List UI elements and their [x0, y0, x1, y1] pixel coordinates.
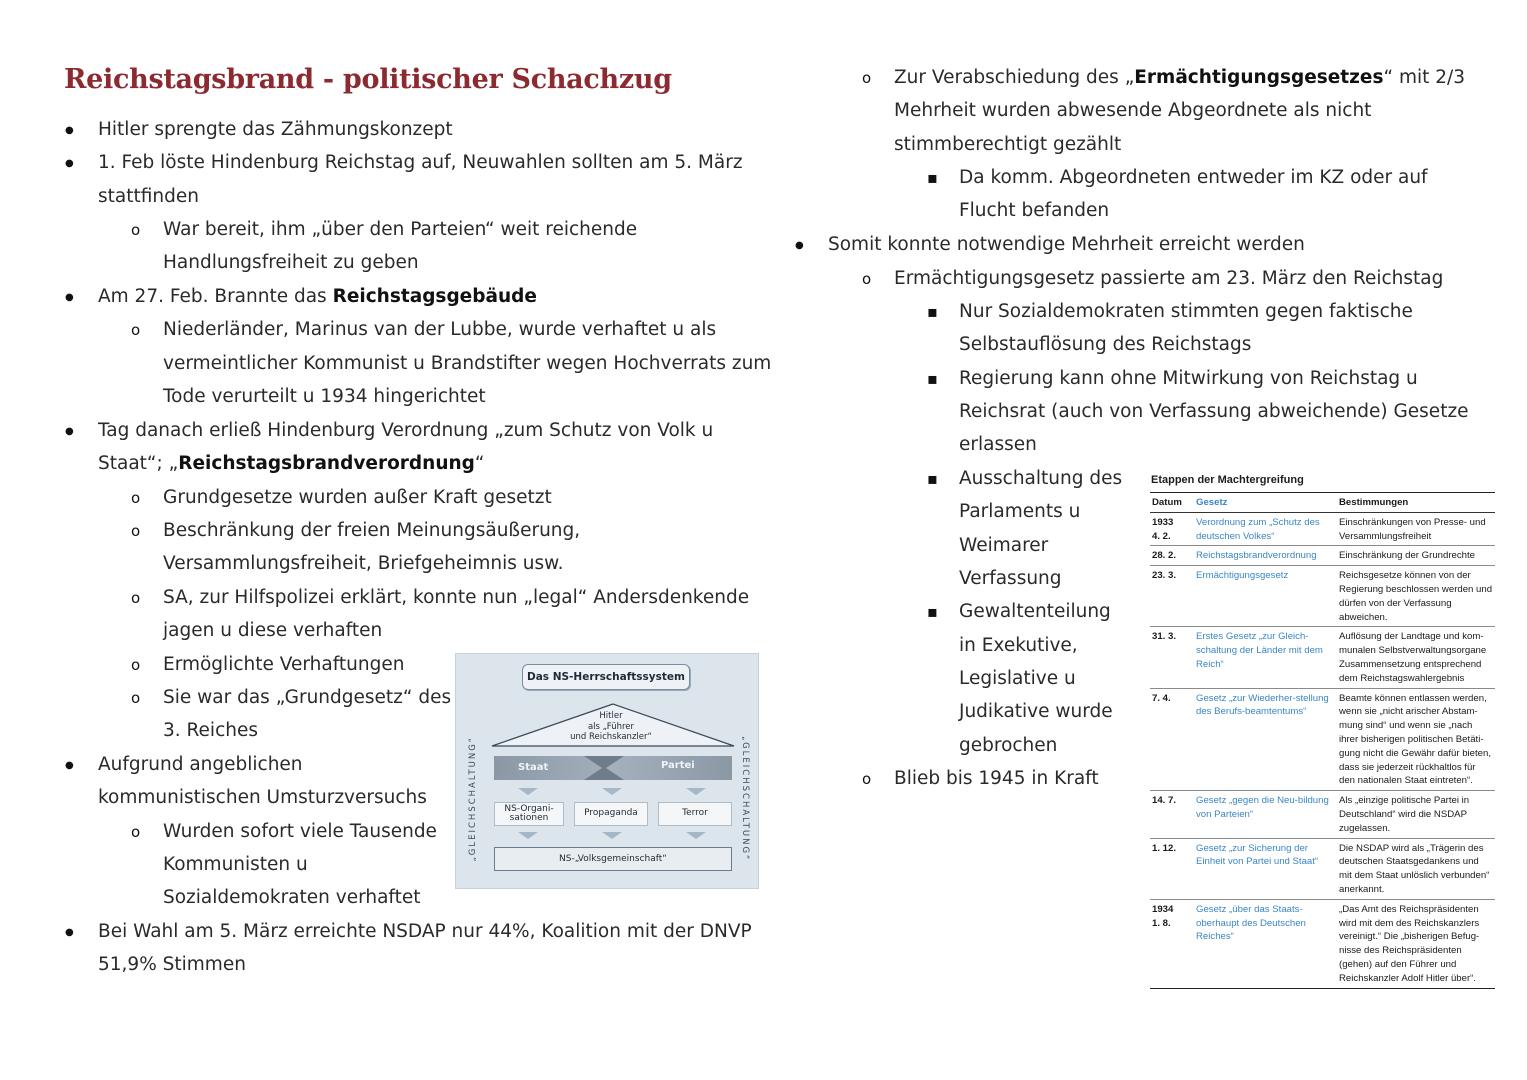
sub-list-item: Grundgesetze wurden außer Kraft gesetzt [163, 487, 552, 508]
bullet-icon [65, 419, 74, 446]
text: Zur Verabschiedung des „ [894, 67, 1135, 88]
sub-bullet-icon [862, 767, 871, 791]
sub-list-item: War bereit, ihm „über den Parteien“ weit reichende [163, 219, 638, 240]
sub-list-item-continuation: Mehrheit wurden abwesende Abgeordnete als nicht [894, 100, 1372, 121]
sub-sub-list-item-continuation: Judikative wurde [959, 701, 1113, 722]
arrow-down-icon [518, 832, 538, 839]
sub-bullet-icon [862, 66, 871, 90]
cell-datum: 14. 7. [1150, 791, 1194, 838]
cell-gesetz: Erstes Gesetz „zur Gleich-schaltung der Länder mit dem Reich“ [1194, 627, 1337, 688]
table-row [1150, 546, 1495, 566]
table-row [1150, 627, 1495, 688]
sub-list-item: Sie war das „Grundgesetz“ des [163, 687, 452, 708]
cell-gesetz: Gesetz „zur Wiederher-stellung des Berufs-beamtentums“ [1194, 688, 1337, 791]
arrow-down-icon [686, 832, 706, 839]
sub-sub-list-item: Regierung kann ohne Mitwirkung von Reichstag u [959, 368, 1418, 389]
cell-datum: 1933 4. 2. [1150, 512, 1194, 546]
bold-term: Reichstagsbrandverordnung [178, 453, 475, 474]
cell-gesetz: Gesetz „gegen die Neu-bildung von Parteien“ [1194, 791, 1337, 838]
gleichschaltung-label-left: „GLEICHSCHALTUNG“ [468, 736, 478, 862]
diagram-header: Das NS-Herrschaftssystem [522, 664, 690, 690]
volksgemeinschaft-box: NS-„Volksgemeinschaft“ [494, 847, 732, 871]
cell-gesetz: Ermächtigungsgesetz [1194, 566, 1337, 627]
sub-bullet-icon [131, 318, 140, 342]
sub-list-item: Ermöglichte Verhaftungen [163, 654, 405, 675]
cell-bestimmungen: Als „einzige politische Partei in Deutschland“ wird die NSDAP zugelassen. [1337, 791, 1495, 838]
sub-list-item-continuation: stimmberechtigt gezählt [894, 134, 1122, 155]
sub-sub-list-item-continuation: gebrochen [959, 735, 1058, 756]
table-row [1150, 791, 1495, 838]
cell-bestimmungen: Beamte können entlassen werden, wenn sie „nicht arischer Abstam-mung sind“ und wenn sie „nach ihrer bisherigen politischen Betäti-gung nicht die Gewähr dafür bieten, dass sie jederzeit rückhaltlos für den nationalen Staat eintreten“. [1337, 688, 1495, 791]
sub-bullet-icon [131, 519, 140, 543]
partei-label: Partei [661, 760, 695, 771]
sub-bullet-icon [131, 586, 140, 610]
sub-list-item-continuation: Tode verurteilt u 1934 hingerichtet [163, 386, 486, 407]
bullet-icon [65, 753, 74, 780]
list-item: Tag danach erließ Hindenburg Verordnung „zum Schutz von Volk u [98, 420, 714, 441]
cell-datum: 28. 2. [1150, 546, 1194, 566]
sub-list-item-continuation: 3. Reiches [163, 720, 258, 741]
sub-sub-list-item-continuation: erlassen [959, 434, 1037, 455]
sub-sub-list-item-continuation: Weimarer [959, 535, 1049, 556]
sub-list-item-continuation: Handlungsfreiheit zu geben [163, 252, 419, 273]
column-header-datum: Datum [1150, 493, 1194, 513]
table-row [1150, 512, 1495, 546]
sub-list-item [894, 66, 1465, 90]
table-title: Etappen der Machtergreifung [1151, 474, 1304, 486]
cell-gesetz: Gesetz „über das Staats-oberhaupt des Deutschen Reiches“ [1194, 899, 1337, 988]
sub-bullet-icon [862, 267, 871, 291]
table-row [1150, 566, 1495, 627]
list-item: Hitler sprengte das Zähmungskonzept [98, 119, 453, 140]
bold-term: Ermächtigungsgesetzes [1134, 67, 1384, 88]
table-row [1150, 838, 1495, 899]
column-header-gesetz: Gesetz [1194, 493, 1337, 513]
cell-gesetz: Reichstagsbrandverordnung [1194, 546, 1337, 566]
list-item: Bei Wahl am 5. März erreichte NSDAP nur 44%, Koalition mit der DNVP [98, 921, 752, 942]
sub-bullet-icon [131, 218, 140, 242]
sub-sub-list-item: Ausschaltung des [959, 468, 1123, 489]
list-item: 1. Feb löste Hindenburg Reichstag auf, Neuwahlen sollten am 5. März [98, 152, 743, 173]
propaganda-box: Propaganda [574, 802, 648, 826]
arrow-down-icon [686, 788, 706, 795]
list-item-continuation: 51,9% Stimmen [98, 954, 246, 975]
list-item-continuation [98, 452, 485, 476]
cell-gesetz: Verordnung zum „Schutz des deutschen Volkes“ [1194, 512, 1337, 546]
ns-herrschaftssystem-diagram [455, 653, 759, 889]
sub-sub-list-item: Nur Sozialdemokraten stimmten gegen faktische [959, 301, 1413, 322]
cell-datum: 1. 12. [1150, 838, 1194, 899]
text: “ mit 2/3 [1383, 67, 1466, 88]
square-bullet-icon [927, 367, 938, 391]
text: Am 27. Feb. Brannte das [98, 286, 333, 307]
cell-bestimmungen: Reichsgesetze können von der Regierung beschlossen werden und dürfen von der Verfassung abweichen. [1337, 566, 1495, 627]
sub-bullet-icon [131, 653, 140, 677]
band-arrow [584, 756, 624, 780]
list-item: Aufgrund angeblichen [98, 754, 303, 775]
table-row [1150, 899, 1495, 988]
terror-box: Terror [658, 802, 732, 826]
sub-sub-list-item: Da komm. Abgeordneten entweder im KZ oder auf [959, 167, 1428, 188]
text: “ [474, 453, 485, 474]
cell-bestimmungen: Auflösung der Landtage und kom-munalen Selbstverwaltungsorgane Zusammensetzung entsprechend dem Reichstagswahlergebnis [1337, 627, 1495, 688]
sub-list-item-continuation: jagen u diese verhaften [163, 620, 383, 641]
bullet-icon [65, 285, 74, 312]
list-item-continuation: kommunistischen Umsturzversuchs [98, 787, 427, 808]
bold-term: Reichstagsgebäude [332, 286, 537, 307]
arrow-down-icon [602, 832, 622, 839]
square-bullet-icon [927, 166, 938, 190]
list-item: Somit konnte notwendige Mehrheit erreicht werden [828, 234, 1305, 255]
sub-sub-list-item-continuation: Selbstauflösung des Reichstags [959, 334, 1252, 355]
sub-sub-list-item-continuation: Reichsrat (auch von Verfassung abweichende) Gesetze [959, 401, 1469, 422]
sub-list-item: Blieb bis 1945 in Kraft [894, 768, 1099, 789]
sub-bullet-icon [131, 820, 140, 844]
text: Staat“; „ [98, 453, 179, 474]
list-item [98, 285, 537, 309]
sub-bullet-icon [131, 486, 140, 510]
sub-list-item-continuation: vermeintlicher Kommunist u Brandstifter wegen Hochverrats zum [163, 353, 772, 374]
sub-sub-list-item-continuation: Verfassung [959, 568, 1062, 589]
table-row [1150, 688, 1495, 791]
square-bullet-icon [927, 600, 938, 624]
cell-bestimmungen: Einschränkungen von Presse- und Versammlungsfreiheit [1337, 512, 1495, 546]
sub-sub-list-item-continuation: Flucht befanden [959, 200, 1110, 221]
bullet-icon [795, 233, 804, 260]
staat-label: Staat [518, 762, 549, 773]
sub-list-item: SA, zur Hilfspolizei erklärt, konnte nun „legal“ Andersdenkende [163, 587, 750, 608]
bullet-icon [65, 118, 74, 145]
cell-datum: 1934 1. 8. [1150, 899, 1194, 988]
sub-list-item: Wurden sofort viele Tausende [163, 821, 437, 842]
sub-list-item: Ermächtigungsgesetz passierte am 23. März den Reichstag [894, 268, 1444, 289]
sub-list-item: Beschränkung der freien Meinungsäußerung, [163, 520, 581, 541]
sub-list-item-continuation: Versammlungsfreiheit, Briefgeheimnis usw. [163, 553, 564, 574]
bullet-icon [65, 920, 74, 947]
cell-datum: 23. 3. [1150, 566, 1194, 627]
leader-label: Hitler als „Führer und Reichskanzler“ [570, 711, 652, 742]
sub-list-item-continuation: Sozialdemokraten verhaftet [163, 887, 421, 908]
bullet-icon [65, 151, 74, 178]
square-bullet-icon [927, 467, 938, 491]
cell-bestimmungen: Einschränkung der Grundrechte [1337, 546, 1495, 566]
sub-list-item-continuation: Kommunisten u [163, 854, 308, 875]
arrow-down-icon [602, 788, 622, 795]
gleichschaltung-label-right: „GLEICHSCHALTUNG“ [740, 736, 750, 862]
table-header-row [1150, 493, 1495, 513]
arrow-down-icon [518, 788, 538, 795]
cell-bestimmungen: Die NSDAP wird als „Trägerin des deutschen Staatsgedankens und mit dem Staat unlöslich verbunden“ anerkannt. [1337, 838, 1495, 899]
sub-bullet-icon [131, 686, 140, 710]
sub-list-item: Niederländer, Marinus van der Lubbe, wurde verhaftet u als [163, 319, 717, 340]
column-header-bestimmungen: Bestimmungen [1337, 493, 1495, 513]
sub-sub-list-item-continuation: Parlaments u [959, 501, 1081, 522]
machtergreifung-table [1150, 492, 1495, 989]
sub-sub-list-item: Gewaltenteilung [959, 601, 1111, 622]
cell-datum: 7. 4. [1150, 688, 1194, 791]
sub-sub-list-item-continuation: Legislative u [959, 668, 1076, 689]
cell-gesetz: Gesetz „zur Sicherung der Einheit von Partei und Staat“ [1194, 838, 1337, 899]
page-title: Reichstagsbrand - politischer Schachzug [64, 64, 672, 95]
cell-datum: 31. 3. [1150, 627, 1194, 688]
ns-organisationen-box: NS-Organi- sationen [494, 802, 564, 826]
square-bullet-icon [927, 300, 938, 324]
list-item-continuation: stattfinden [98, 186, 199, 207]
cell-bestimmungen: „Das Amt des Reichspräsidenten wird mit dem des Reichskanzlers vereinigt.“ Die „bisherigen Befug-nisse des Reichspräsidenten (gehen) auf den Führer und Reichskanzler Adolf Hitler über“. [1337, 899, 1495, 988]
sub-sub-list-item-continuation: in Exekutive, [959, 635, 1078, 656]
